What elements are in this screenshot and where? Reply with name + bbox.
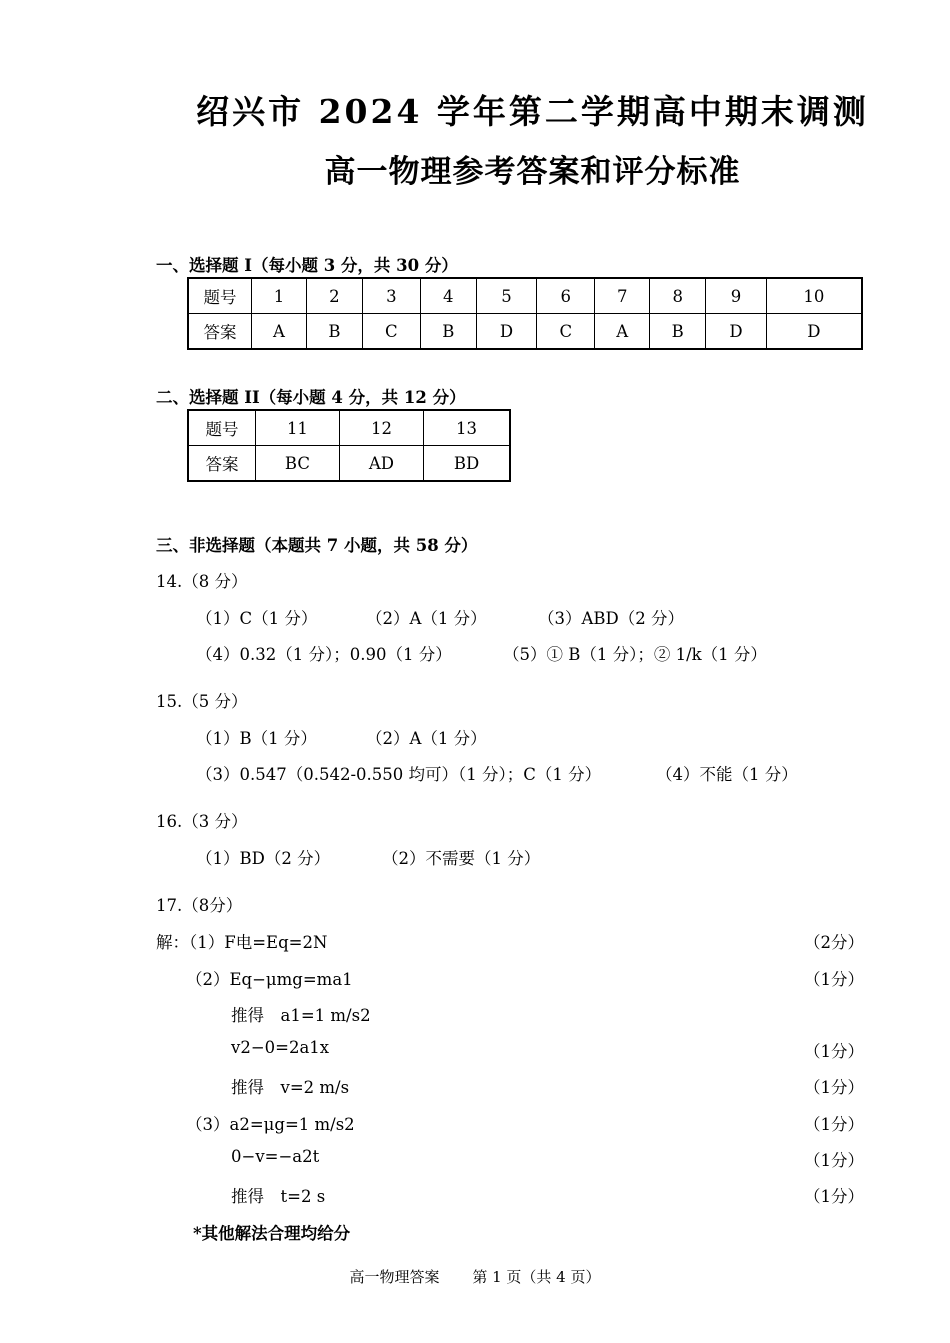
q14-answer-5: （5）① B（1 分）；② 1/k（1 分） [503, 645, 767, 664]
q15-answer-2: （2）A（1 分） [366, 729, 487, 748]
question-number: 5 [476, 278, 537, 314]
q17-score-4: （1分） [804, 1042, 864, 1061]
page-subtitle: 高一物理参考答案和评分标准 [324, 154, 741, 190]
question-number: 7 [595, 278, 650, 314]
row-label-answer: 答案 [188, 446, 256, 482]
question-number: 2 [306, 278, 362, 314]
question-number: 13 [424, 410, 510, 446]
q14-answer-4: （4）0.32（1 分）；0.90（1 分） [196, 645, 452, 664]
q17-score-6: （1分） [804, 1115, 864, 1134]
q17-line-2: （2）Eq−μmg=ma1 [186, 970, 353, 989]
section1-answer-table [187, 277, 863, 350]
q15-title: 15.（5 分） [156, 692, 248, 711]
question-number: 12 [339, 410, 423, 446]
q15-answer-4: （4）不能（1 分） [656, 765, 798, 784]
q15-answer-3: （3）0.547（0.542-0.550 均可）（1 分）；C（1 分） [196, 765, 602, 784]
section1-heading: 一、选择题 I（每小题 3 分，共 30 分） [156, 256, 458, 275]
answer-cell: BD [424, 446, 510, 482]
q17-score-1: （2分） [804, 933, 864, 952]
answer-cell: A [595, 314, 650, 350]
q17-line-5: 推得 v=2 m/s [231, 1078, 350, 1097]
row-label-answer: 答案 [188, 314, 252, 350]
q17-score-5: （1分） [804, 1078, 864, 1097]
row-label-number: 题号 [188, 410, 256, 446]
q17-line-1: 解：（1）F电=Eq=2N [156, 933, 328, 952]
q17-note: *其他解法合理均给分 [193, 1224, 351, 1243]
answer-cell: D [476, 314, 537, 350]
q17-line-3: 推得 a1=1 m/s2 [231, 1006, 371, 1025]
question-number: 10 [766, 278, 862, 314]
answer-cell: BC [256, 446, 340, 482]
section2-answer-table [187, 409, 511, 482]
q17-line-8: 推得 t=2 s [231, 1187, 326, 1206]
table-row [188, 410, 510, 446]
q14-answer-3: （3）ABD（2 分） [538, 609, 685, 628]
q17-title: 17.（8分） [156, 896, 243, 915]
question-number: 8 [650, 278, 706, 314]
table-row [188, 446, 510, 482]
question-number: 9 [706, 278, 767, 314]
question-number: 11 [256, 410, 340, 446]
answer-cell: B [420, 314, 476, 350]
q16-title: 16.（3 分） [156, 812, 248, 831]
q17-score-7: （1分） [804, 1151, 864, 1170]
answer-cell: A [252, 314, 307, 350]
answer-cell: D [766, 314, 862, 350]
answer-cell: C [537, 314, 595, 350]
page-footer [0, 1266, 950, 1287]
q14-title: 14.（8 分） [156, 572, 248, 591]
q17-line-6: （3）a2=μg=1 m/s2 [186, 1115, 355, 1134]
question-number: 1 [252, 278, 307, 314]
footer-subject: 高一物理答案 [349, 1268, 440, 1286]
answer-cell: AD [339, 446, 423, 482]
q17-line-7: 0−v=−a2t [231, 1147, 320, 1166]
section2-heading: 二、选择题 II（每小题 4 分，共 12 分） [156, 388, 466, 407]
answer-cell: B [650, 314, 706, 350]
page-title: 绍兴市 2024 学年第二学期高中期末调测 [196, 92, 869, 131]
q16-answer-1: （1）BD（2 分） [196, 849, 331, 868]
answer-cell: C [362, 314, 420, 350]
q14-answer-1: （1）C（1 分） [196, 609, 318, 628]
table-row [188, 314, 862, 350]
question-number: 3 [362, 278, 420, 314]
q17-score-8: （1分） [804, 1187, 864, 1206]
q17-score-2: （1分） [804, 970, 864, 989]
question-number: 4 [420, 278, 476, 314]
table-row [188, 278, 862, 314]
q15-answer-1: （1）B（1 分） [196, 729, 317, 748]
q16-answer-2: （2）不需要（1 分） [382, 849, 541, 868]
answer-cell: B [306, 314, 362, 350]
section3-heading: 三、非选择题（本题共 7 小题，共 58 分） [156, 536, 478, 555]
q17-line-4: v2−0=2a1x [231, 1038, 330, 1057]
footer-page-number: 第 1 页（共 4 页） [472, 1268, 601, 1286]
answer-cell: D [706, 314, 767, 350]
row-label-number: 题号 [188, 278, 252, 314]
question-number: 6 [537, 278, 595, 314]
q14-answer-2: （2）A（1 分） [366, 609, 487, 628]
